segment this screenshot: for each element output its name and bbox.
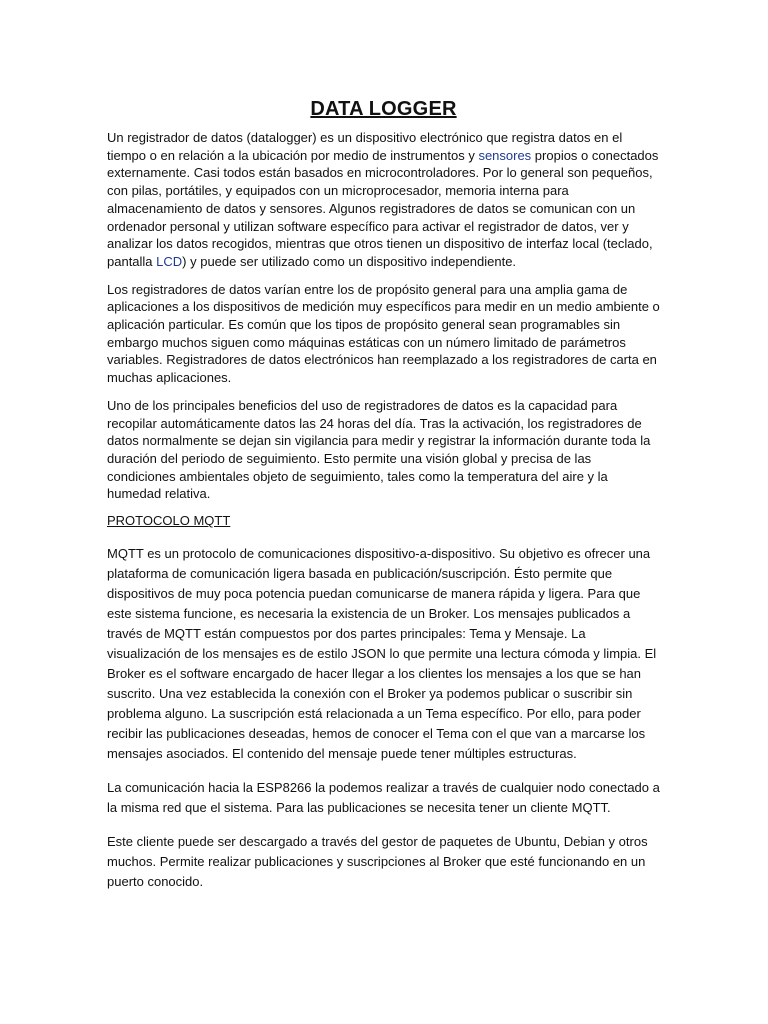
lcd-link[interactable]: LCD xyxy=(156,253,183,269)
section-heading-mqtt: PROTOCOLO MQTT xyxy=(107,513,231,529)
paragraph-benefits: Uno de los principales beneficios del uso de registradores de datos es la capacidad para recopilar automáticamente datos las 24 horas del día. Tras la activación, los registradores de datos normalmente se dejan sin vigilancia para medir y registrar la información durante toda la duración del periodo de seguimiento. Esto permite una visión global y precisa de las condiciones ambientales objeto de seguimiento, tales como la temperatura del aire y la humedad relativa. xyxy=(107,397,651,502)
paragraph-intro-text-b: propios o conectados externamente. Casi todos están basados en microcontroladores. Por lo general son pequeños, con pilas, portátiles, y equipados con un microprocesador, memoria interna para almacenamiento de datos y sensores. Algunos registradores de datos se comunican con un ordenador personal y utilizan software específico para activar el registrador de datos, ver y analizar los datos recogidos, mientras que otros tienen un dispositivo de interfaz local (teclado, pantalla xyxy=(107,147,659,269)
paragraph-types: Los registradores de datos varían entre los de propósito general para una amplia gama de aplicaciones a los dispositivos de medición muy específicos para medir en un medio ambiente o aplicación particular. Es común que los tipos de propósito general sean programables sin embargo muchos siguen como máquinas estáticas con un número limitado de parámetros variables. Registradores de datos electrónicos han reemplazado a los registradores de carta en muchas aplicaciones. xyxy=(107,281,660,386)
sensores-link[interactable]: sensores xyxy=(478,147,532,163)
paragraph-intro-text-a: Un registrador de datos (datalogger) es un dispositivo electrónico que registra datos en el tiempo o en relación a la ubicación por medio de instrumentos y xyxy=(107,130,623,163)
document-title: DATA LOGGER xyxy=(310,98,457,120)
paragraph-intro-text-c: ) y puede ser utilizado como un dispositivo independiente. xyxy=(182,253,517,269)
paragraph-esp8266: La comunicación hacia la ESP8266 la podemos realizar a través de cualquier nodo conectado a la misma red que el sistema. Para las publicaciones se necesita tener un cliente MQTT. xyxy=(107,780,660,816)
paragraph-intro xyxy=(107,129,660,271)
document-page xyxy=(107,98,660,906)
paragraph-mqtt: MQTT es un protocolo de comunicaciones dispositivo-a-dispositivo. Su objetivo es ofrecer una plataforma de comunicación ligera basada en publicación/suscripción. Ésto permite que dispositivos de muy poca potencia puedan comunicarse de manera rápida y ligera. Para que este sistema funcione, es necesaria la existencia de un Broker. Los mensajes publicados a través de MQTT están compuestos por dos partes principales: Tema y Mensaje. La visualización de los mensajes es de estilo JSON lo que permite una lectura cómoda y limpia. El Broker es el software encargado de hacer llegar a los clientes los mensajes a los que se han suscrito. Una vez establecida la conexión con el Broker ya podemos publicar o suscribir sin problema alguno. La suscripción está relacionada a un Tema específico. Por ello, para poder recibir las publicaciones deseadas, hemos de conocer el Tema con el que van a marcarse los mensajes asociados. El contenido del mensaje puede tener múltiples estructuras. xyxy=(107,546,657,762)
paragraph-client: Este cliente puede ser descargado a través del gestor de paquetes de Ubuntu, Debian y otros muchos. Permite realizar publicaciones y suscripciones al Broker que esté funcionando en un puerto conocido. xyxy=(107,834,648,890)
